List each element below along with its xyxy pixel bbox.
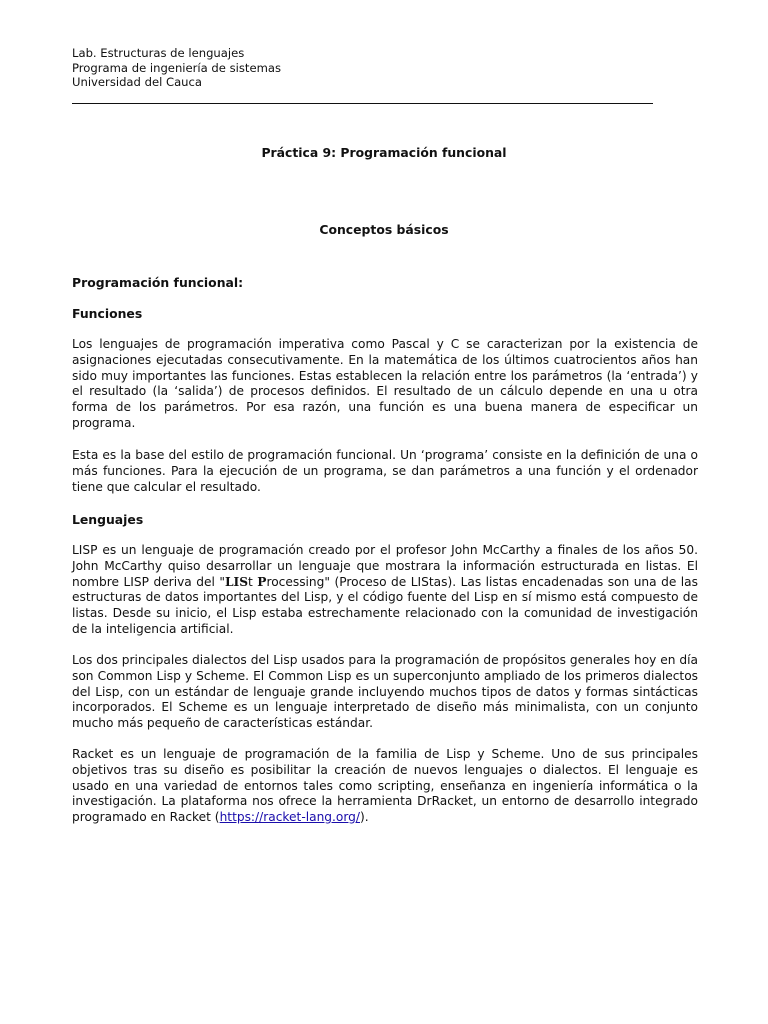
document-header <box>72 46 281 90</box>
funciones-heading: Funciones <box>72 306 143 321</box>
header-university: Universidad del Cauca <box>72 75 203 89</box>
header-program: Programa de ingeniería de sistemas <box>72 60 282 75</box>
racket-text-end: ). <box>360 810 369 825</box>
lisp-text-t: t <box>248 574 258 589</box>
lenguajes-paragraph-3 <box>72 747 698 826</box>
lisp-text-end: rocessing" (Proceso de LIStas). Las listas encadenadas son una de las estructuras de datos importantes del Lisp, y el código fuente del Lisp en sí mismo está compuesto de listas. Desde su inicio, el Lisp estaba estrechamente relacionado con la comunidad de investigación de la inteligencia artificial. <box>72 574 698 636</box>
page-title: Práctica 9: Programación funcional <box>261 145 507 160</box>
lisp-text-start: LISP es un lenguaje de programación creado por el profesor John McCarthy a finales de los años 50. John McCarthy quiso desarrollar un lenguaje que mostrara la información estructurada en listas. El nombre LISP deriva del " <box>72 543 698 589</box>
racket-text-start: Racket es un lenguaje de programación de la familia de Lisp y Scheme. Uno de sus principales objetivos tras su diseño es posibilitar la creación de nuevos lenguajes o dialectos. El lenguaje es usado en una variedad de entornos tales como scripting, enseñanza en ingeniería informática o la investigación. La plataforma nos ofrece la herramienta DrRacket, un entorno de desarrollo integrado programado en Racket ( <box>72 747 698 825</box>
lenguajes-paragraph-2: Los dos principales dialectos del Lisp usados para la programación de propósitos generales hoy en día son Common Lisp y Scheme. El Common Lisp es un superconjunto ampliado de los primeros dialectos del Lisp, con un estándar de lenguaje grande incluyendo muchos tipos de datos y formas sintácticas incorporados. El Scheme es un lenguaje interpretado de diseño más minimalista, con un conjunto mucho más pequeño de características estándar. <box>72 653 698 731</box>
header-lab: Lab. Estructuras de lenguajes <box>72 46 245 60</box>
funciones-paragraph-2: Esta es la base del estilo de programación funcional. Un ‘programa’ consiste en la definición de una o más funciones. Para la ejecución de un programa, se dan parámetros a una función y el ordenador tiene que calcular el resultado. <box>72 448 698 494</box>
lenguajes-heading: Lenguajes <box>72 512 144 527</box>
racket-website-link[interactable]: https://racket-lang.org/ <box>219 810 361 825</box>
lisp-bold-lis: LIS <box>224 574 249 589</box>
lenguajes-paragraph-1 <box>72 543 698 638</box>
page-subtitle: Conceptos básicos <box>319 222 449 237</box>
header-rule <box>72 103 653 104</box>
lisp-bold-p: P <box>257 574 267 589</box>
funciones-paragraph-1: Los lenguajes de programación imperativa como Pascal y C se caracterizan por la existencia de asignaciones ejecutadas consecutivamente. En la matemática de los últimos cuatrocientos años han sido muy importantes las funciones. Estas establecen la relación entre los parámetros (la ‘entrada’) y el resultado (la ‘salida’) de procesos definidos. El resultado de un cálculo depende en una u otra forma de los parámetros. Por esa razón, una función es una buena manera de especificar un programa. <box>72 337 698 430</box>
section-heading: Programación funcional: <box>72 275 244 290</box>
